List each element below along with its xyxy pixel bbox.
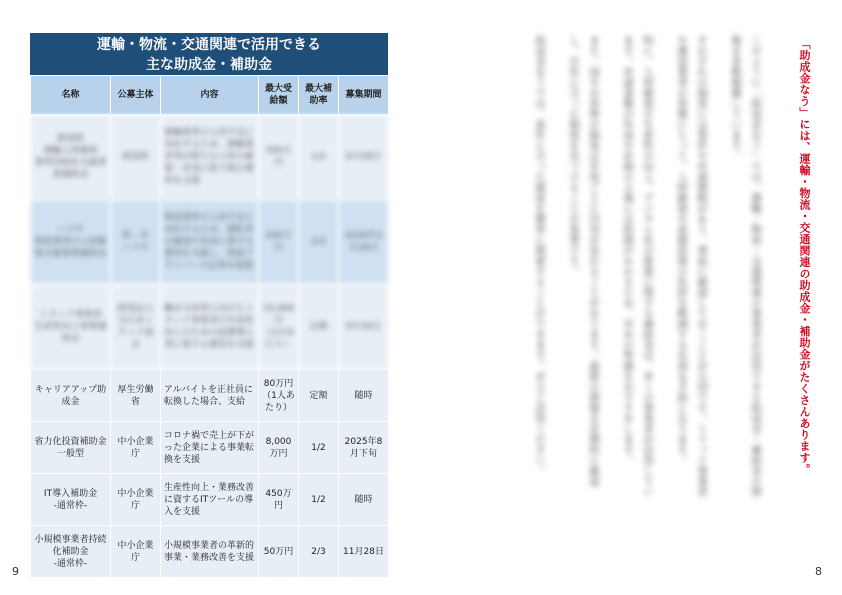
table-row (31, 526, 389, 578)
body-text-blurred (426, 35, 766, 505)
cell-name: キャリアアップ助成金 (31, 370, 111, 422)
cell-org: 厚生労働省 (111, 370, 161, 422)
table-row (31, 474, 389, 526)
body-paragraph: 助成金なうでは、条件に合った制度を簡単に検索することができます。ぜひご活用ください。 (534, 35, 546, 476)
cell-rate: 定額 (299, 370, 339, 422)
cell-content: 物流業界の人材不足に対応するため、運転者の確保や育成に要する費用を支援し、物流ドライバーの定着を促進 (161, 200, 259, 285)
cell-max-amount: 80万円（1人あたり） (259, 370, 299, 422)
col-header-name: 名称 (31, 76, 111, 115)
table-row-blurred (31, 115, 389, 200)
body-paragraph: このように「助成金なう」では、運輸・物流・交通関連の事業者が活用できる助成金・補助金の情報を多数掲載しています。 (730, 35, 762, 497)
body-paragraph: それぞれの制度には要件や申請期限があり、事前に確認しておくことが大切です。トラック事業者や運送業者の皆様にとって、人材確保や設備投資の負担を軽減する有効な手段となります。 (676, 35, 708, 497)
cell-period: 2025年8月下旬 (339, 422, 389, 474)
col-header-rate: 最大補助率 (299, 76, 339, 115)
table-title-line2: 主な助成金・補助金 (146, 56, 272, 73)
cell-name: 新潟県 運輸人材確保 業界持続化支援事業補助金 (31, 115, 111, 200)
cell-period: 2026年2月28日 (339, 200, 389, 285)
cell-content: 働き方改革に向けたトラック事業者の生産性向上のための設備導入等に要する費用を支援 (161, 285, 259, 370)
cell-name: IT導入補助金 -通常枠- (31, 474, 111, 526)
cell-name: トラック事業者 生産性向上事業補助金 (31, 285, 111, 370)
cell-rate: 1/2 (299, 474, 339, 526)
table-row-blurred (31, 200, 389, 285)
cell-rate: 定額 (299, 285, 339, 370)
body-paragraph: また、国や自治体の制度は年度ごとに内容が変わることがあります。最新の情報を定期的に確認し、自社に合った制度を見つけることが重要です。 (568, 35, 600, 487)
cell-content: コロナ禍で売上が下がった企業による事業転換を支援 (161, 422, 259, 474)
cell-org: 財団法人 全日本トラック協会 (111, 285, 161, 370)
cell-max-amount: 450万円 (259, 474, 299, 526)
cell-name: 省力化投資補助金 一般型 (31, 422, 111, 474)
cell-org: 中小企業庁 (111, 474, 161, 526)
col-header-max-amount: 最大受給額 (259, 76, 299, 115)
grants-table (30, 75, 389, 578)
cell-period: 11月28日 (339, 526, 389, 578)
page-number-left: 9 (12, 565, 19, 578)
table-title-line1: 運輸・物流・交通関連で活用できる (97, 36, 321, 53)
col-header-org: 公募主体 (111, 76, 161, 115)
col-header-content: 内容 (161, 76, 259, 115)
cell-max-amount: 200万円 (259, 200, 299, 285)
cell-org: 中小企業庁 (111, 526, 161, 578)
cell-max-amount: 50万円 (259, 526, 299, 578)
page-number-right: 8 (815, 565, 822, 578)
cell-content: 生産性向上・業務改善に資するITツールの導入を支援 (161, 474, 259, 526)
table-row (31, 370, 389, 422)
table-header-row (31, 76, 389, 115)
cell-org: 中小企業庁 (111, 422, 161, 474)
grants-table-panel (30, 33, 388, 578)
callout-heading: 「助成金なう」には、運輸・物流・交通関連の助成金・補助金がたくさんあります。 (798, 38, 811, 475)
cell-content: 運輸業界の人材不足に対応するため、運輸業者等が新たな人材の確保・育成に取り組む費用を支援 (161, 115, 259, 200)
cell-rate: 2/3 (299, 526, 339, 578)
cell-content: アルバイトを正社員に転換した場合、支給 (161, 370, 259, 422)
cell-rate: 1/2 (299, 115, 339, 200)
cell-org: 新潟県 (111, 115, 161, 200)
cell-org: 県・市 ハドや (111, 200, 161, 285)
cell-max-amount: 15,000円 （1台あたり） (259, 285, 299, 370)
cell-max-amount: 300万円 (259, 115, 299, 200)
body-paragraph: 特に、人材確保や生産性の向上、デジタル化の推進に関する補助金は、多くの事業者が活用しています。申請書類の作成や計画の立案には時間がかかるため、早めの準備をおすすめします。 (622, 35, 654, 497)
cell-period: 随時 (339, 370, 389, 422)
cell-name: ハドや 物流業界の人材確保支援事業補助金 (31, 200, 111, 285)
table-title (30, 33, 388, 75)
cell-period: 6月28日 (339, 115, 389, 200)
cell-rate: 1/2 (299, 422, 339, 474)
table-row-blurred (31, 285, 389, 370)
cell-period: 随時 (339, 474, 389, 526)
cell-rate: 2/3 (299, 200, 339, 285)
cell-name: 小規模事業者持続化補助金 -通常枠- (31, 526, 111, 578)
col-header-period: 募集期間 (339, 76, 389, 115)
cell-period: 9月30日 (339, 285, 389, 370)
cell-content: 小規模事業者の革新的事業・業務改善を支援 (161, 526, 259, 578)
cell-max-amount: 8,000万円 (259, 422, 299, 474)
table-row (31, 422, 389, 474)
